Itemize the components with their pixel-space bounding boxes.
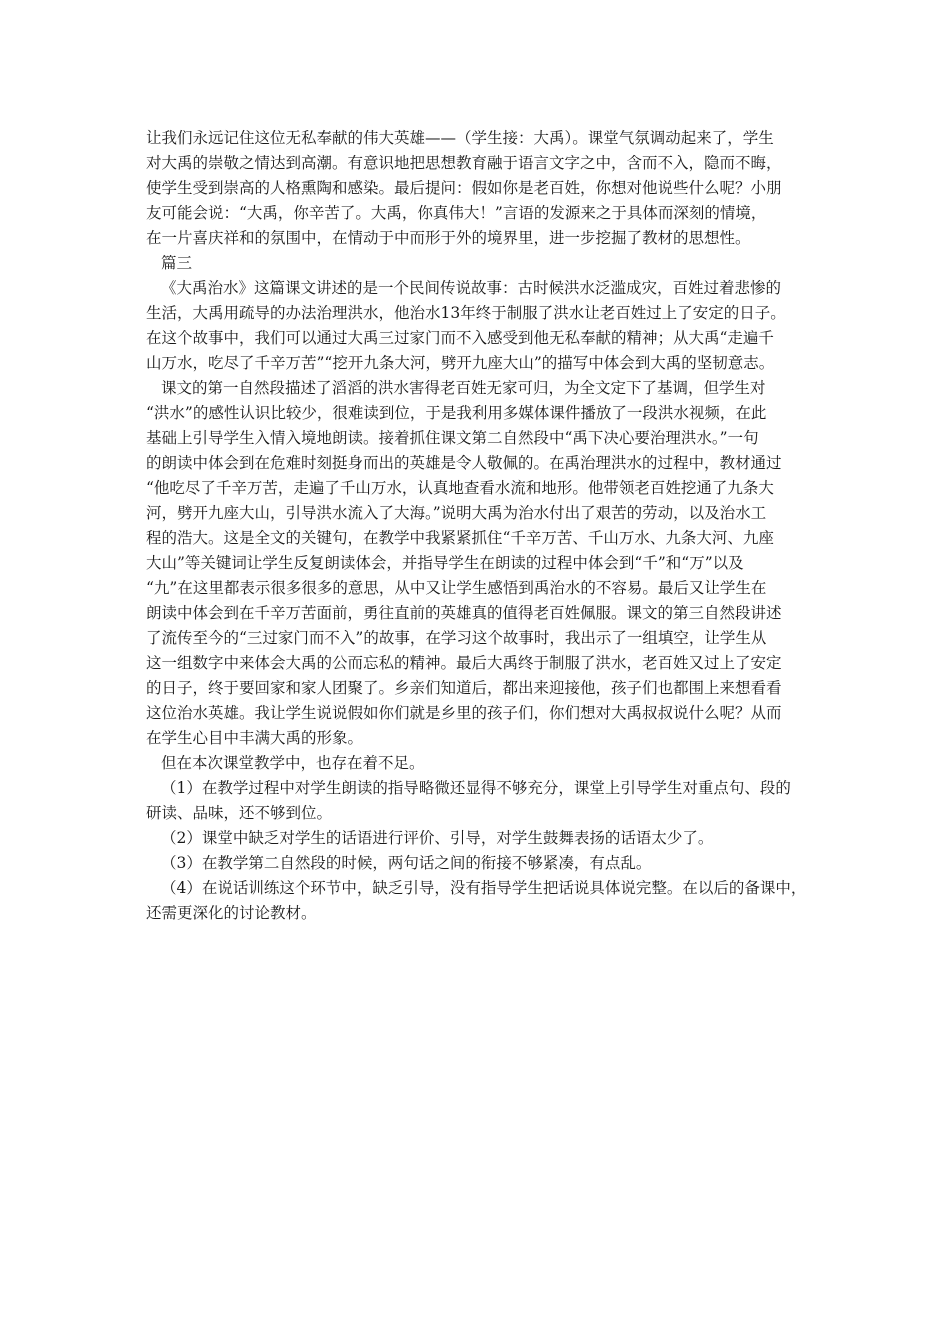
list-item: （4）在说话训练这个环节中，缺乏引导，没有指导学生把话说具体说完整。在以后的备课中，: [161, 879, 807, 897]
text-line: 《大禹治水》这篇课文讲述的是一个民间传说故事：古时候洪水泛滥成灾，百姓过着悲惨的: [161, 279, 782, 297]
text-line: 朗读中体会到在千辛万苦面前，勇往直前的英雄真的值得老百姓佩服。课文的第三自然段讲述: [146, 604, 782, 622]
text-line: 课文的第一自然段描述了滔滔的洪水害得老百姓无家可归，为全文定下了基调，但学生对: [161, 379, 766, 397]
list-item: （1）在教学过程中对学生朗读的指导略微还显得不够充分，课堂上引导学生对重点句、段的: [161, 779, 791, 797]
text-line: 的朗读中体会到在危难时刻挺身而出的英雄是令人敬佩的。在禹治理洪水的过程中，教材通过: [146, 454, 782, 472]
text-line: 基础上引导学生入情入境地朗读。接着抓住课文第二自然段中“禹下决心要治理洪水。”一句: [146, 429, 759, 447]
text-line: 还需更深化的讨论教材。: [146, 904, 317, 922]
text-line: 在学生心目中丰满大禹的形象。: [146, 729, 364, 747]
text-line: 这一组数字中来体会大禹的公而忘私的精神。最后大禹终于制服了洪水，老百姓又过上了安定: [146, 654, 782, 672]
text-line: “洪水”的感性认识比较少，很难读到位，于是我利用多媒体课件播放了一段洪水视频，在此: [146, 404, 767, 422]
text-line: 河，劈开九座大山，引导洪水流入了大海。”说明大禹为治水付出了艰苦的劳动，以及治水工: [146, 504, 767, 522]
text-line: 研读、品味，还不够到位。: [146, 804, 333, 822]
text-line: 使学生受到崇高的人格熏陶和感染。最后提问：假如你是老百姓，你想对他说些什么呢？小朋: [146, 179, 782, 197]
text-line: 山万水，吃尽了千辛万苦”“挖开九条大河，劈开九座大山”的描写中体会到大禹的坚韧意志。: [146, 354, 775, 372]
text-line: 大山”等关键词让学生反复朗读体会，并指导学生在朗读的过程中体会到“千”和“万”以及: [146, 554, 744, 572]
text-line: 生活，大禹用疏导的办法治理洪水，他治水13年终于制服了洪水让老百姓过上了安定的日子。: [146, 304, 786, 322]
text-line: 这位治水英雄。我让学生说说假如你们就是乡里的孩子们，你们想对大禹叔叔说什么呢？从而: [146, 704, 782, 722]
text-line: 对大禹的崇敬之情达到高潮。有意识地把思想教育融于语言文字之中，含而不入，隐而不晦，: [146, 154, 782, 172]
text-line: 在一片喜庆祥和的氛围中，在情动于中而形于外的境界里，进一步挖掘了教材的思想性。: [146, 229, 751, 247]
text-line: 在这个故事中，我们可以通过大禹三过家门而不入感受到他无私奉献的精神；从大禹“走遍千: [146, 329, 774, 347]
text-line: 的日子，终于要回家和家人团聚了。乡亲们知道后，都出来迎接他，孩子们也都围上来想看看: [146, 679, 782, 697]
text-line: 了流传至今的“三过家门而不入”的故事，在学习这个故事时，我出示了一组填空，让学生从: [146, 629, 767, 647]
section-heading: 篇三: [161, 254, 193, 272]
text-line: “九”在这里都表示很多很多的意思，从中又让学生感悟到禹治水的不容易。最后又让学生在: [146, 579, 767, 597]
list-item: （3）在教学第二自然段的时候，两句话之间的衔接不够紧凑，有点乱。: [161, 854, 652, 872]
text-line: “他吃尽了千辛万苦，走遍了千山万水，认真地查看水流和地形。他带领老百姓挖通了九条大: [146, 479, 774, 497]
text-line: 友可能会说：“大禹，你辛苦了。大禹，你真伟大！”言语的发源来之于具体而深刻的情境，: [146, 204, 767, 222]
text-line: 但在本次课堂教学中，也存在着不足。: [161, 754, 425, 772]
text-line: 让我们永远记住这位无私奉献的伟大英雄——（学生接：大禹）。课堂气氛调动起来了，学生: [146, 129, 774, 147]
text-line: 程的浩大。这是全文的关键句，在教学中我紧紧抓住“千辛万苦、千山万水、九条大河、九座: [146, 529, 774, 547]
list-item: （2）课堂中缺乏对学生的话语进行评价、引导，对学生鼓舞表扬的话语太少了。: [161, 829, 714, 847]
